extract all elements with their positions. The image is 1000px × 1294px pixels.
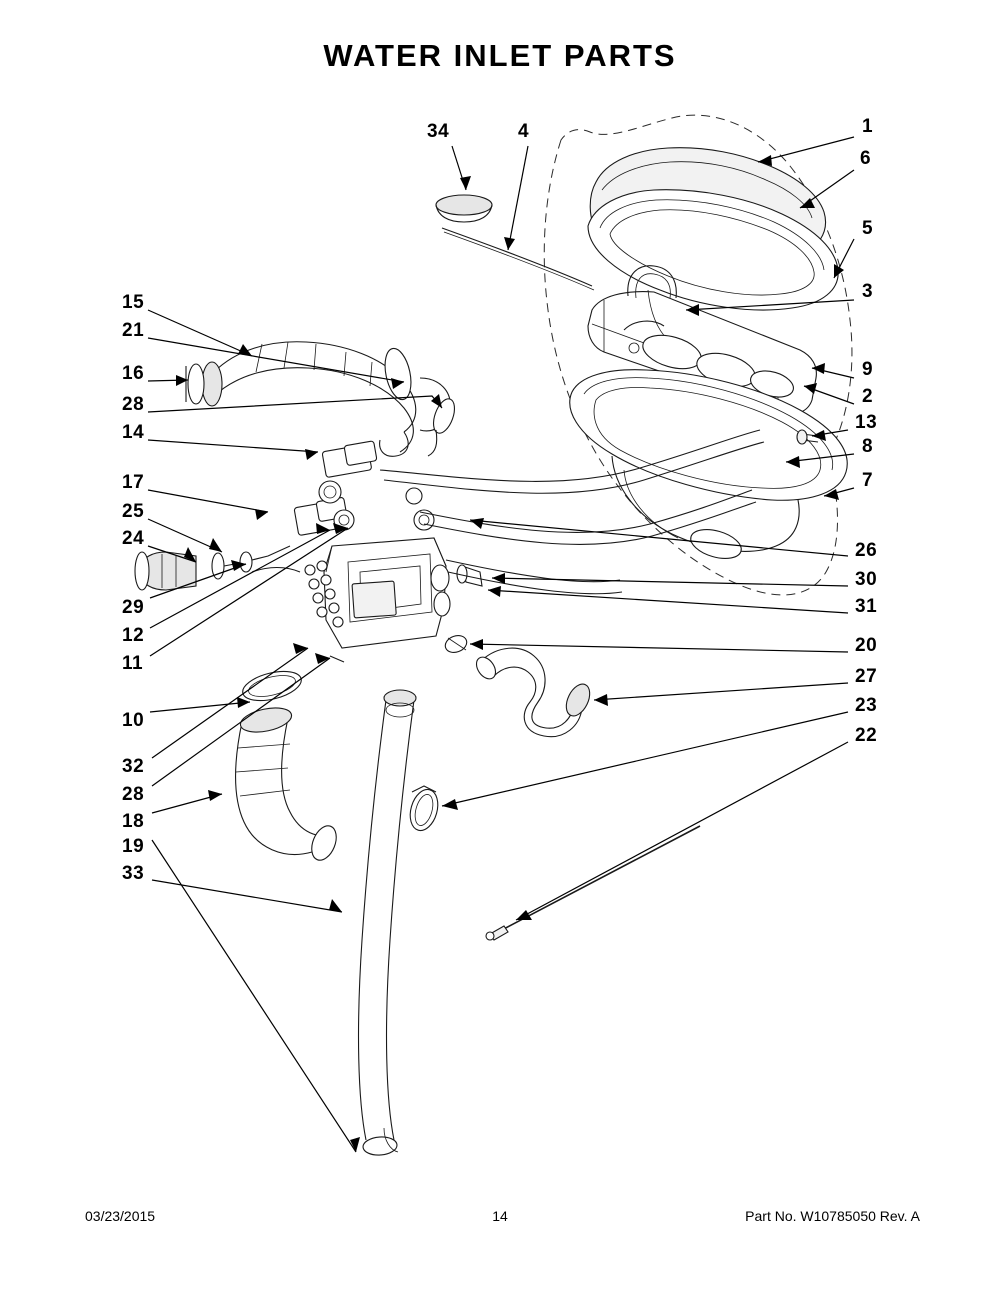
callout-5: 5 bbox=[862, 218, 874, 239]
page-title: WATER INLET PARTS bbox=[323, 38, 677, 73]
callout-20: 20 bbox=[855, 635, 878, 656]
part-valve-assembly bbox=[135, 430, 764, 706]
callout-28-lower: 28 bbox=[122, 784, 145, 805]
callout-18: 18 bbox=[122, 811, 145, 832]
callout-26: 26 bbox=[855, 540, 878, 561]
footer-date: 03/23/2015 bbox=[85, 1208, 156, 1224]
part-cap-and-wire bbox=[436, 195, 594, 290]
callout-11: 11 bbox=[122, 653, 144, 674]
callout-30: 30 bbox=[855, 569, 878, 590]
callout-9: 9 bbox=[862, 359, 874, 380]
callout-31: 31 bbox=[855, 596, 878, 617]
callout-1: 1 bbox=[862, 116, 874, 137]
part-left-large-hose bbox=[236, 704, 341, 864]
footer-page-number: 14 bbox=[492, 1208, 508, 1224]
callout-27: 27 bbox=[855, 666, 878, 687]
callout-16: 16 bbox=[122, 363, 145, 384]
callout-23: 23 bbox=[855, 695, 878, 716]
callout-33: 33 bbox=[122, 863, 145, 884]
callout-7: 7 bbox=[862, 470, 874, 491]
callout-28-upper: 28 bbox=[122, 394, 145, 415]
callout-3: 3 bbox=[862, 281, 874, 302]
part-probe-rod bbox=[486, 826, 700, 940]
callout-10: 10 bbox=[122, 710, 145, 731]
part-long-drain-hose bbox=[359, 690, 416, 1156]
callout-15: 15 bbox=[122, 292, 145, 313]
callout-4: 4 bbox=[518, 121, 530, 142]
part-upper-hose bbox=[186, 342, 459, 457]
callout-6: 6 bbox=[860, 148, 872, 169]
callout-25: 25 bbox=[122, 501, 145, 522]
callout-12: 12 bbox=[122, 625, 145, 646]
part-clamp-ring bbox=[406, 786, 443, 834]
callout-19: 19 bbox=[122, 836, 145, 857]
page-footer bbox=[0, 1208, 1000, 1228]
callout-8: 8 bbox=[862, 436, 874, 457]
callout-17: 17 bbox=[122, 472, 145, 493]
callout-14: 14 bbox=[122, 422, 145, 443]
callout-13: 13 bbox=[855, 412, 878, 433]
callout-34: 34 bbox=[427, 121, 450, 142]
callout-24: 24 bbox=[122, 528, 145, 549]
footer-part-number: Part No. W10785050 Rev. A bbox=[745, 1208, 920, 1224]
part-short-hose bbox=[473, 648, 595, 737]
callout-2: 2 bbox=[862, 386, 874, 407]
callout-32: 32 bbox=[122, 756, 145, 777]
callout-22: 22 bbox=[855, 725, 878, 746]
callout-29: 29 bbox=[122, 597, 145, 618]
callout-21: 21 bbox=[122, 320, 145, 341]
